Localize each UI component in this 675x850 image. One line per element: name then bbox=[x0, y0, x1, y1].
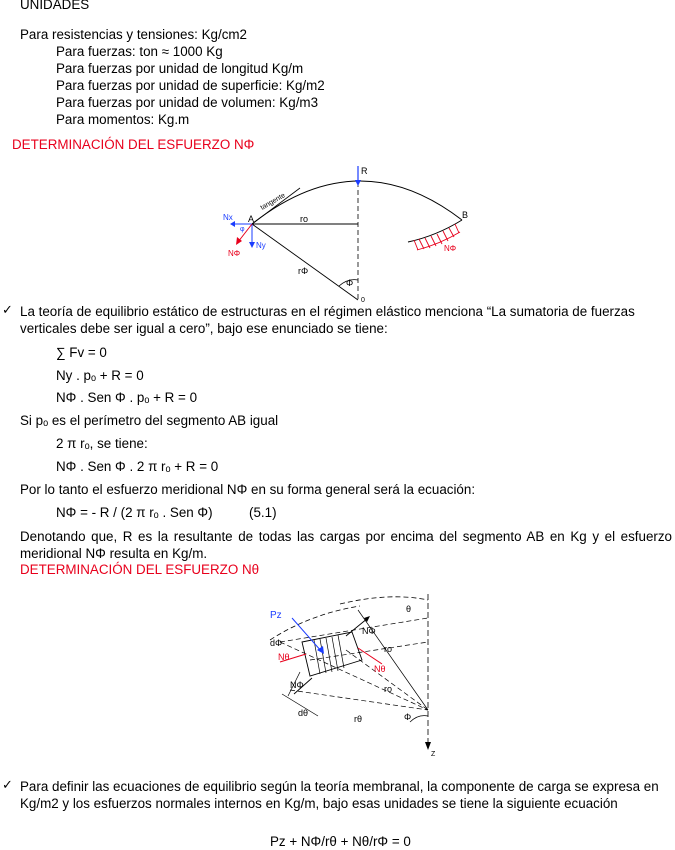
text-perimeter: Si pₒ es el perímetro del segmento AB igual bbox=[20, 413, 279, 428]
label-phi-small: φ bbox=[240, 226, 245, 233]
section-title-ntheta: DETERMINACIÓN DEL ESFUERZO Nθ bbox=[20, 562, 260, 577]
section-title-nphi: DETERMINACIÓN DEL ESFUERZO NΦ bbox=[12, 137, 255, 152]
label-phi: Φ bbox=[404, 712, 412, 722]
label-Ntheta-right: Nθ bbox=[374, 664, 386, 674]
equation: ∑ Fv = 0 bbox=[56, 345, 107, 360]
label-zero: 0 bbox=[361, 297, 365, 304]
ntheta-diagram bbox=[250, 590, 450, 765]
equation-number: (5.1) bbox=[249, 505, 277, 520]
equation: Ny . pₒ + R = 0 bbox=[56, 368, 144, 383]
equation: NΦ . Sen Φ . pₒ + R = 0 bbox=[56, 390, 198, 405]
units-line: Para fuerzas por unidad de longitud Kg/m bbox=[56, 61, 304, 76]
bullet-equilibrium: La teoría de equilibrio estático de estructuras en el régimen elástico menciona “La sumatoria de fuerzas verticales debe ser igual a cero”, bajo ese enunciado se tiene: bbox=[20, 304, 635, 336]
units-line: Para momentos: Kg.m bbox=[56, 112, 190, 127]
label-R: R bbox=[361, 166, 368, 176]
label-ro-2: ro bbox=[384, 684, 393, 694]
label-Ntheta: Nθ bbox=[278, 652, 290, 662]
label-Nphi: NΦ bbox=[362, 626, 376, 636]
units-line: Para fuerzas por unidad de superficie: Kg/m2 bbox=[56, 78, 325, 93]
label-rphi: rΦ bbox=[298, 266, 309, 276]
text-denote: Denotando que, R es la resultante de todas las cargas por encima del segmento AB en Kg y el esfuerzo meridional NΦ resulta en Kg/m. bbox=[20, 529, 672, 561]
label-A: A bbox=[248, 214, 255, 224]
units-heading: UNIDADES bbox=[20, 0, 90, 12]
label-ro: ro bbox=[300, 214, 309, 224]
label-Nphi: NΦ bbox=[228, 249, 241, 258]
label-dtheta: dθ bbox=[298, 708, 309, 718]
label-Nphi-bottom: NΦ bbox=[290, 680, 304, 690]
equation: NΦ . Sen Φ . 2 π rₒ + R = 0 bbox=[56, 459, 219, 474]
label-rtheta: rθ bbox=[354, 714, 363, 724]
nphi-diagram bbox=[218, 158, 488, 306]
label-tangente: tangente bbox=[259, 192, 287, 212]
label-phi: Φ bbox=[346, 278, 354, 288]
equation: 2 π rₒ, se tiene: bbox=[56, 436, 148, 451]
check-icon: ✓ bbox=[2, 303, 13, 318]
label-B: B bbox=[462, 210, 469, 220]
label-dphi: dΦ bbox=[270, 638, 283, 648]
bullet-membrane: Para definir las ecuaciones de equilibrio según la teoría membranal, la componente de carga se expresa en Kg/m2 y los esfuerzos normales internos en Kg/m, bajo esas unidades se tiene la siguiente ecuación bbox=[20, 779, 659, 811]
units-line: Para fuerzas por unidad de volumen: Kg/m3 bbox=[56, 95, 319, 110]
text-general: Por lo tanto el esfuerzo meridional NΦ en su forma general será la ecuación: bbox=[20, 482, 476, 497]
label-Pz: Pz bbox=[270, 610, 282, 621]
final-equation: Pz + NΦ/rθ + Nθ/rΦ = 0 bbox=[270, 834, 411, 849]
equation-5-1: NΦ = - R / (2 π rₒ . Sen Φ) bbox=[56, 505, 213, 520]
label-Ny: Ny bbox=[256, 241, 266, 250]
label-z: Z bbox=[431, 751, 436, 758]
label-Nx: Nx bbox=[223, 213, 233, 222]
label-theta: θ bbox=[406, 604, 412, 614]
label-ro: ro bbox=[384, 644, 393, 654]
units-line: Para fuerzas: ton ≈ 1000 Kg bbox=[56, 44, 223, 59]
check-icon: ✓ bbox=[2, 778, 13, 793]
units-line: Para resistencias y tensiones: Kg/cm2 bbox=[20, 27, 248, 42]
label-Nphi-right: NΦ bbox=[444, 244, 457, 253]
